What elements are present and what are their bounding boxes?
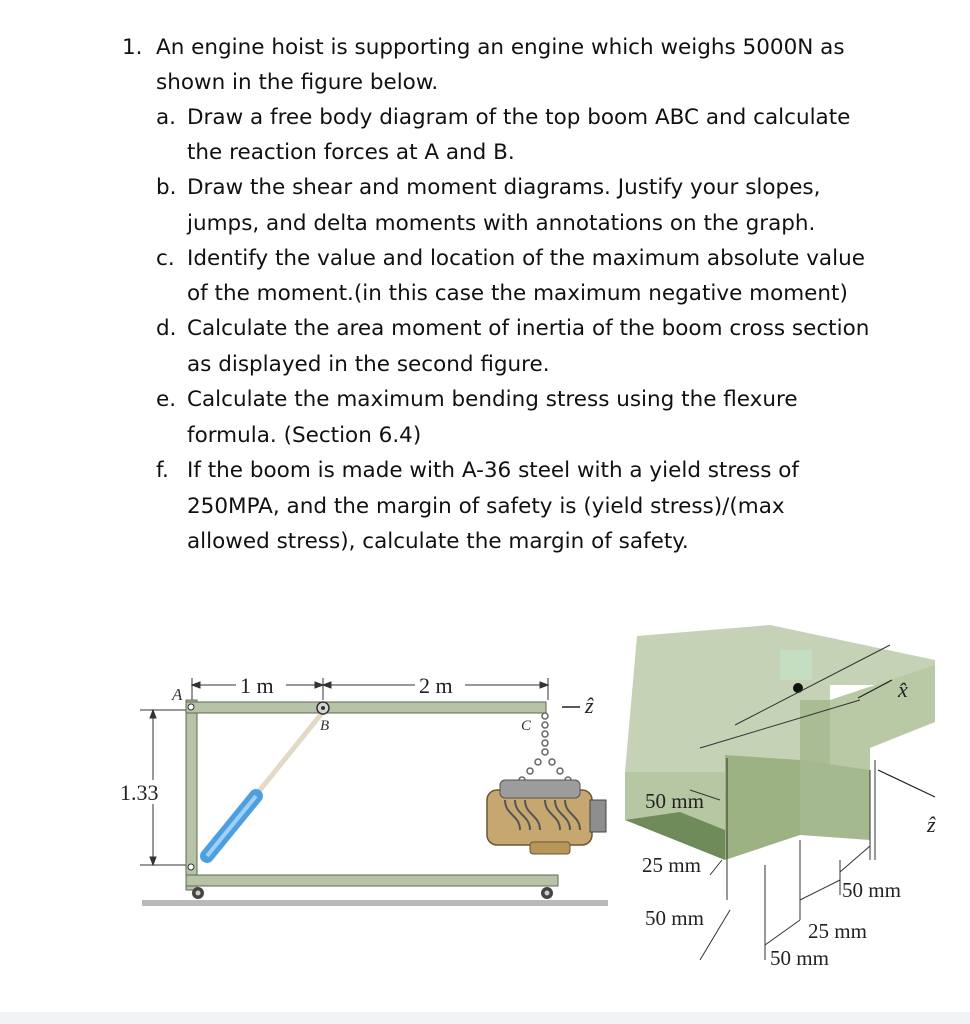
- dim-label: 50 mm: [842, 878, 901, 902]
- z-axis-line: [878, 770, 935, 797]
- highlight-square: [780, 650, 812, 680]
- part-e-line-2: formula. (Section 6.4): [187, 423, 422, 448]
- part-d-line-2: as displayed in the second figure.: [187, 352, 550, 377]
- part-f-line-1: If the boom is made with A-36 steel with a yield stress of: [187, 458, 799, 483]
- dim-label: 50 mm: [645, 906, 704, 930]
- ground-line: [142, 900, 608, 906]
- part-letter: b.: [156, 175, 177, 200]
- top-boom-abc: [186, 702, 546, 713]
- dim-label: 50 mm: [770, 946, 829, 970]
- dim-height-label: 1.33: [120, 780, 159, 805]
- axis-z-label: ẑ: [927, 812, 936, 837]
- page-bottom-band: [0, 1012, 970, 1024]
- cross-section-figure: [620, 625, 950, 975]
- part-letter: e.: [156, 387, 177, 412]
- problem-intro-line-2: shown in the figure below.: [156, 70, 439, 95]
- label-b: B: [320, 718, 330, 734]
- axis-x-label: x̂: [898, 677, 908, 702]
- problem-number: 1.: [122, 35, 143, 60]
- label-c: C: [521, 718, 532, 734]
- dim-label: 25 mm: [808, 919, 867, 943]
- part-e-line-1: Calculate the maximum bending stress using the flexure: [187, 387, 798, 412]
- label-a: A: [172, 685, 183, 704]
- problem-intro-line-1: An engine hoist is supporting an engine which weighs 5000N as: [156, 35, 845, 60]
- part-letter: f.: [156, 458, 169, 483]
- part-b-line-1: Draw the shear and moment diagrams. Justify your slopes,: [187, 175, 821, 200]
- wheel: [192, 887, 204, 899]
- vertical-post: [186, 700, 197, 890]
- part-letter: c.: [156, 246, 175, 271]
- section-front-face: [725, 755, 800, 860]
- part-a-line-1: Draw a free body diagram of the top boom ABC and calculate: [187, 105, 851, 130]
- engine: [487, 780, 606, 854]
- part-d-line-1: Calculate the area moment of inertia of the boom cross section: [187, 316, 870, 341]
- part-letter: d.: [156, 316, 177, 341]
- piston-rod: [252, 713, 322, 800]
- axis-z-hoist: ẑ: [585, 693, 594, 718]
- dim-label: 50 mm: [645, 789, 704, 813]
- dim-bc-label: 2 m: [419, 673, 453, 698]
- dim-ab-label: 1 m: [240, 673, 274, 698]
- part-f-line-2: 250MPA, and the margin of safety is (yield stress)/(max: [187, 494, 785, 519]
- part-c-line-1: Identify the value and location of the maximum absolute value: [187, 246, 865, 271]
- part-a-line-2: the reaction forces at A and B.: [187, 140, 515, 165]
- wheel: [541, 887, 553, 899]
- part-f-line-3: allowed stress), calculate the margin of safety.: [187, 529, 689, 554]
- base-beam: [186, 875, 558, 886]
- section-right-face: [800, 760, 870, 840]
- part-c-line-2: of the moment.(in this case the maximum negative moment): [187, 281, 848, 306]
- hoist-figure: [110, 660, 620, 920]
- part-letter: a.: [156, 105, 177, 130]
- dim-label: 25 mm: [642, 853, 701, 877]
- part-b-line-2: jumps, and delta moments with annotations on the graph.: [187, 211, 816, 236]
- reference-point: [793, 683, 803, 693]
